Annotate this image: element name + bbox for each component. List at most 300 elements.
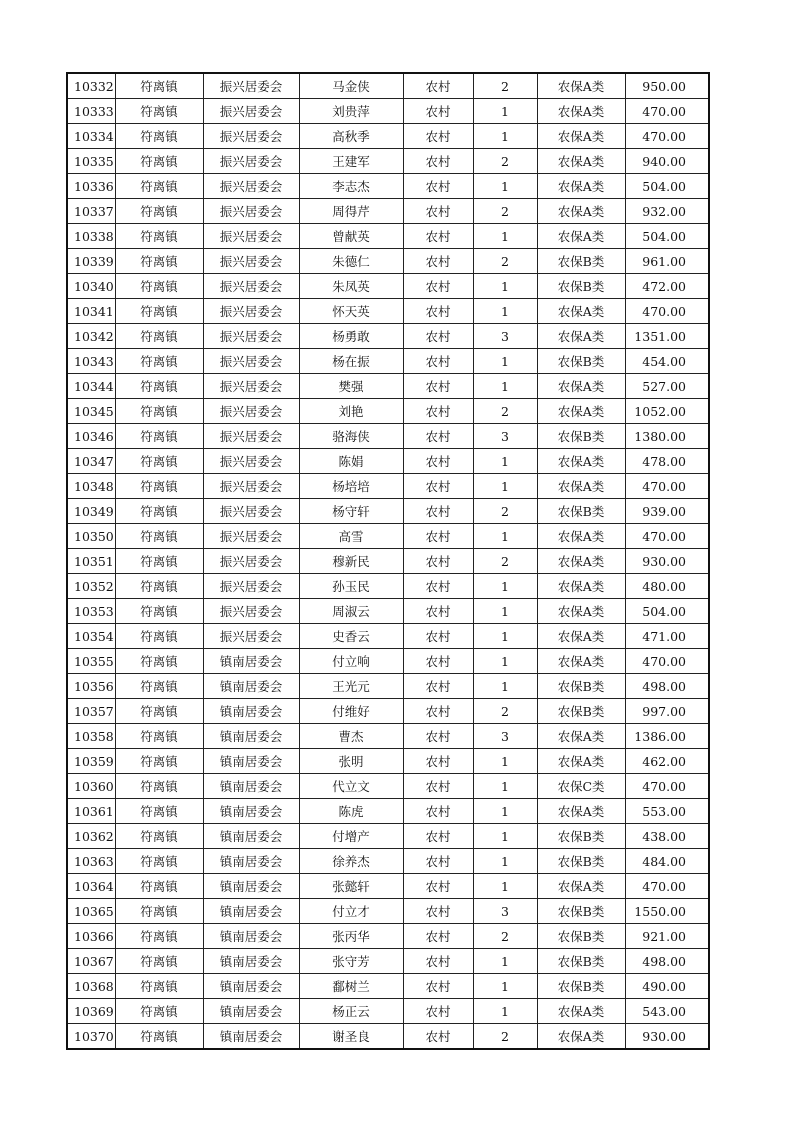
record-id-cell: 10367 <box>67 949 115 974</box>
area-type-cell: 农村 <box>403 174 473 199</box>
amount-cell: 939.00 <box>625 499 709 524</box>
amount-cell: 470.00 <box>625 524 709 549</box>
committee-cell: 镇南居委会 <box>203 749 299 774</box>
amount-cell: 1052.00 <box>625 399 709 424</box>
amount-cell: 504.00 <box>625 224 709 249</box>
committee-cell: 振兴居委会 <box>203 549 299 574</box>
record-id-cell: 10369 <box>67 999 115 1024</box>
area-type-cell: 农村 <box>403 674 473 699</box>
committee-cell: 镇南居委会 <box>203 874 299 899</box>
table-row <box>67 874 709 899</box>
family-size-cell: 2 <box>473 699 537 724</box>
family-size-cell: 1 <box>473 749 537 774</box>
family-size-cell: 3 <box>473 324 537 349</box>
amount-cell: 950.00 <box>625 73 709 99</box>
town-cell: 符离镇 <box>115 824 203 849</box>
committee-cell: 振兴居委会 <box>203 624 299 649</box>
town-cell: 符离镇 <box>115 474 203 499</box>
area-type-cell: 农村 <box>403 499 473 524</box>
area-type-cell: 农村 <box>403 149 473 174</box>
insurance-class-cell: 农保A类 <box>537 524 625 549</box>
name-cell: 朱凤英 <box>299 274 403 299</box>
record-id-cell: 10358 <box>67 724 115 749</box>
family-size-cell: 2 <box>473 149 537 174</box>
town-cell: 符离镇 <box>115 574 203 599</box>
town-cell: 符离镇 <box>115 949 203 974</box>
family-size-cell: 3 <box>473 899 537 924</box>
table-row <box>67 549 709 574</box>
name-cell: 穆新民 <box>299 549 403 574</box>
committee-cell: 振兴居委会 <box>203 299 299 324</box>
name-cell: 张懿轩 <box>299 874 403 899</box>
family-size-cell: 1 <box>473 274 537 299</box>
table-row <box>67 424 709 449</box>
table-row <box>67 274 709 299</box>
insurance-class-cell: 农保A类 <box>537 199 625 224</box>
name-cell: 高雪 <box>299 524 403 549</box>
amount-cell: 921.00 <box>625 924 709 949</box>
town-cell: 符离镇 <box>115 249 203 274</box>
town-cell: 符离镇 <box>115 974 203 999</box>
record-id-cell: 10356 <box>67 674 115 699</box>
town-cell: 符离镇 <box>115 199 203 224</box>
table-row <box>67 624 709 649</box>
insurance-class-cell: 农保A类 <box>537 599 625 624</box>
table-row <box>67 349 709 374</box>
family-size-cell: 1 <box>473 474 537 499</box>
town-cell: 符离镇 <box>115 174 203 199</box>
record-id-cell: 10366 <box>67 924 115 949</box>
area-type-cell: 农村 <box>403 449 473 474</box>
record-id-cell: 10359 <box>67 749 115 774</box>
name-cell: 王光元 <box>299 674 403 699</box>
table-row <box>67 899 709 924</box>
committee-cell: 振兴居委会 <box>203 574 299 599</box>
name-cell: 杨勇敢 <box>299 324 403 349</box>
record-id-cell: 10347 <box>67 449 115 474</box>
insurance-class-cell: 农保A类 <box>537 999 625 1024</box>
committee-cell: 镇南居委会 <box>203 774 299 799</box>
insurance-class-cell: 农保A类 <box>537 73 625 99</box>
table-row <box>67 774 709 799</box>
insurance-class-cell: 农保B类 <box>537 849 625 874</box>
town-cell: 符离镇 <box>115 624 203 649</box>
amount-cell: 470.00 <box>625 99 709 124</box>
family-size-cell: 2 <box>473 249 537 274</box>
family-size-cell: 2 <box>473 399 537 424</box>
insurance-class-cell: 农保A类 <box>537 649 625 674</box>
table-row <box>67 374 709 399</box>
family-size-cell: 1 <box>473 949 537 974</box>
town-cell: 符离镇 <box>115 449 203 474</box>
insurance-class-cell: 农保A类 <box>537 224 625 249</box>
insurance-class-cell: 农保B类 <box>537 824 625 849</box>
committee-cell: 振兴居委会 <box>203 249 299 274</box>
committee-cell: 振兴居委会 <box>203 374 299 399</box>
amount-cell: 1550.00 <box>625 899 709 924</box>
area-type-cell: 农村 <box>403 399 473 424</box>
record-id-cell: 10340 <box>67 274 115 299</box>
amount-cell: 1380.00 <box>625 424 709 449</box>
family-size-cell: 1 <box>473 224 537 249</box>
amount-cell: 438.00 <box>625 824 709 849</box>
area-type-cell: 农村 <box>403 649 473 674</box>
family-size-cell: 2 <box>473 499 537 524</box>
family-size-cell: 1 <box>473 999 537 1024</box>
area-type-cell: 农村 <box>403 124 473 149</box>
record-id-cell: 10370 <box>67 1024 115 1050</box>
amount-cell: 478.00 <box>625 449 709 474</box>
insurance-class-cell: 农保B类 <box>537 274 625 299</box>
table-row <box>67 73 709 99</box>
record-id-cell: 10361 <box>67 799 115 824</box>
table-row <box>67 224 709 249</box>
table-row <box>67 649 709 674</box>
table-row <box>67 599 709 624</box>
table-row <box>67 474 709 499</box>
area-type-cell: 农村 <box>403 874 473 899</box>
insurance-class-cell: 农保B类 <box>537 424 625 449</box>
family-size-cell: 1 <box>473 799 537 824</box>
area-type-cell: 农村 <box>403 299 473 324</box>
area-type-cell: 农村 <box>403 599 473 624</box>
insurance-class-cell: 农保A类 <box>537 399 625 424</box>
record-id-cell: 10354 <box>67 624 115 649</box>
family-size-cell: 1 <box>473 849 537 874</box>
committee-cell: 镇南居委会 <box>203 699 299 724</box>
area-type-cell: 农村 <box>403 199 473 224</box>
record-id-cell: 10343 <box>67 349 115 374</box>
record-id-cell: 10335 <box>67 149 115 174</box>
family-size-cell: 1 <box>473 774 537 799</box>
record-id-cell: 10349 <box>67 499 115 524</box>
family-size-cell: 1 <box>473 524 537 549</box>
table-row <box>67 674 709 699</box>
amount-cell: 471.00 <box>625 624 709 649</box>
committee-cell: 振兴居委会 <box>203 474 299 499</box>
amount-cell: 940.00 <box>625 149 709 174</box>
area-type-cell: 农村 <box>403 849 473 874</box>
name-cell: 马金侠 <box>299 73 403 99</box>
family-size-cell: 1 <box>473 349 537 374</box>
name-cell: 史香云 <box>299 624 403 649</box>
insurance-class-cell: 农保A类 <box>537 574 625 599</box>
name-cell: 代立文 <box>299 774 403 799</box>
amount-cell: 462.00 <box>625 749 709 774</box>
town-cell: 符离镇 <box>115 649 203 674</box>
amount-cell: 490.00 <box>625 974 709 999</box>
record-id-cell: 10336 <box>67 174 115 199</box>
family-size-cell: 1 <box>473 599 537 624</box>
area-type-cell: 农村 <box>403 424 473 449</box>
record-id-cell: 10350 <box>67 524 115 549</box>
area-type-cell: 农村 <box>403 799 473 824</box>
town-cell: 符离镇 <box>115 99 203 124</box>
area-type-cell: 农村 <box>403 724 473 749</box>
name-cell: 曾献英 <box>299 224 403 249</box>
committee-cell: 振兴居委会 <box>203 99 299 124</box>
area-type-cell: 农村 <box>403 774 473 799</box>
committee-cell: 镇南居委会 <box>203 674 299 699</box>
amount-cell: 498.00 <box>625 949 709 974</box>
record-id-cell: 10362 <box>67 824 115 849</box>
amount-cell: 470.00 <box>625 774 709 799</box>
family-size-cell: 1 <box>473 874 537 899</box>
committee-cell: 镇南居委会 <box>203 724 299 749</box>
table-row <box>67 449 709 474</box>
table-row <box>67 849 709 874</box>
amount-cell: 504.00 <box>625 599 709 624</box>
table-row <box>67 999 709 1024</box>
family-size-cell: 2 <box>473 199 537 224</box>
amount-cell: 930.00 <box>625 1024 709 1050</box>
family-size-cell: 2 <box>473 73 537 99</box>
insurance-class-cell: 农保B类 <box>537 924 625 949</box>
name-cell: 张明 <box>299 749 403 774</box>
committee-cell: 镇南居委会 <box>203 649 299 674</box>
family-size-cell: 1 <box>473 374 537 399</box>
insurance-class-cell: 农保A类 <box>537 624 625 649</box>
committee-cell: 镇南居委会 <box>203 1024 299 1050</box>
name-cell: 陈娟 <box>299 449 403 474</box>
record-id-cell: 10338 <box>67 224 115 249</box>
town-cell: 符离镇 <box>115 524 203 549</box>
town-cell: 符离镇 <box>115 299 203 324</box>
insurance-class-cell: 农保C类 <box>537 774 625 799</box>
town-cell: 符离镇 <box>115 849 203 874</box>
town-cell: 符离镇 <box>115 599 203 624</box>
insurance-class-cell: 农保B类 <box>537 349 625 374</box>
committee-cell: 镇南居委会 <box>203 949 299 974</box>
committee-cell: 振兴居委会 <box>203 349 299 374</box>
town-cell: 符离镇 <box>115 924 203 949</box>
family-size-cell: 1 <box>473 649 537 674</box>
town-cell: 符离镇 <box>115 149 203 174</box>
record-id-cell: 10348 <box>67 474 115 499</box>
town-cell: 符离镇 <box>115 324 203 349</box>
family-size-cell: 1 <box>473 299 537 324</box>
record-id-cell: 10363 <box>67 849 115 874</box>
area-type-cell: 农村 <box>403 974 473 999</box>
record-id-cell: 10368 <box>67 974 115 999</box>
insurance-class-cell: 农保A类 <box>537 324 625 349</box>
committee-cell: 镇南居委会 <box>203 974 299 999</box>
committee-cell: 振兴居委会 <box>203 499 299 524</box>
record-id-cell: 10339 <box>67 249 115 274</box>
table-row <box>67 399 709 424</box>
family-size-cell: 3 <box>473 424 537 449</box>
table-row <box>67 949 709 974</box>
name-cell: 樊强 <box>299 374 403 399</box>
town-cell: 符离镇 <box>115 399 203 424</box>
area-type-cell: 农村 <box>403 73 473 99</box>
town-cell: 符离镇 <box>115 774 203 799</box>
name-cell: 朱德仁 <box>299 249 403 274</box>
town-cell: 符离镇 <box>115 999 203 1024</box>
insurance-class-cell: 农保B类 <box>537 699 625 724</box>
area-type-cell: 农村 <box>403 249 473 274</box>
area-type-cell: 农村 <box>403 574 473 599</box>
record-id-cell: 10365 <box>67 899 115 924</box>
amount-cell: 470.00 <box>625 124 709 149</box>
town-cell: 符离镇 <box>115 899 203 924</box>
table-row <box>67 749 709 774</box>
name-cell: 王建军 <box>299 149 403 174</box>
committee-cell: 镇南居委会 <box>203 799 299 824</box>
name-cell: 刘艳 <box>299 399 403 424</box>
family-size-cell: 1 <box>473 449 537 474</box>
record-id-cell: 10333 <box>67 99 115 124</box>
insurance-class-cell: 农保B类 <box>537 949 625 974</box>
amount-cell: 470.00 <box>625 874 709 899</box>
record-id-cell: 10364 <box>67 874 115 899</box>
amount-cell: 470.00 <box>625 299 709 324</box>
amount-cell: 454.00 <box>625 349 709 374</box>
table-row <box>67 824 709 849</box>
town-cell: 符离镇 <box>115 799 203 824</box>
insurance-class-cell: 农保A类 <box>537 549 625 574</box>
family-size-cell: 1 <box>473 174 537 199</box>
name-cell: 张丙华 <box>299 924 403 949</box>
name-cell: 曹杰 <box>299 724 403 749</box>
amount-cell: 527.00 <box>625 374 709 399</box>
committee-cell: 振兴居委会 <box>203 524 299 549</box>
record-id-cell: 10360 <box>67 774 115 799</box>
insurance-class-cell: 农保A类 <box>537 799 625 824</box>
record-id-cell: 10341 <box>67 299 115 324</box>
insurance-class-cell: 农保B类 <box>537 674 625 699</box>
table-row <box>67 249 709 274</box>
name-cell: 李志杰 <box>299 174 403 199</box>
record-id-cell: 10355 <box>67 649 115 674</box>
family-size-cell: 1 <box>473 124 537 149</box>
town-cell: 符离镇 <box>115 424 203 449</box>
insurance-class-cell: 农保B类 <box>537 499 625 524</box>
amount-cell: 498.00 <box>625 674 709 699</box>
record-id-cell: 10353 <box>67 599 115 624</box>
family-size-cell: 2 <box>473 924 537 949</box>
area-type-cell: 农村 <box>403 749 473 774</box>
table-row <box>67 524 709 549</box>
area-type-cell: 农村 <box>403 274 473 299</box>
insurance-class-cell: 农保A类 <box>537 749 625 774</box>
table-row <box>67 124 709 149</box>
area-type-cell: 农村 <box>403 1024 473 1050</box>
insurance-class-cell: 农保A类 <box>537 374 625 399</box>
table-row <box>67 699 709 724</box>
family-size-cell: 1 <box>473 974 537 999</box>
name-cell: 杨在振 <box>299 349 403 374</box>
town-cell: 符离镇 <box>115 274 203 299</box>
record-id-cell: 10357 <box>67 699 115 724</box>
town-cell: 符离镇 <box>115 349 203 374</box>
insurance-class-cell: 农保A类 <box>537 474 625 499</box>
record-id-cell: 10351 <box>67 549 115 574</box>
town-cell: 符离镇 <box>115 549 203 574</box>
record-id-cell: 10345 <box>67 399 115 424</box>
record-id-cell: 10334 <box>67 124 115 149</box>
name-cell: 付增产 <box>299 824 403 849</box>
area-type-cell: 农村 <box>403 924 473 949</box>
table-row <box>67 799 709 824</box>
town-cell: 符离镇 <box>115 499 203 524</box>
family-size-cell: 1 <box>473 674 537 699</box>
insurance-class-cell: 农保B类 <box>537 899 625 924</box>
record-id-cell: 10352 <box>67 574 115 599</box>
table-body <box>67 73 709 1049</box>
area-type-cell: 农村 <box>403 349 473 374</box>
insurance-class-cell: 农保A类 <box>537 724 625 749</box>
name-cell: 付立才 <box>299 899 403 924</box>
amount-cell: 930.00 <box>625 549 709 574</box>
committee-cell: 镇南居委会 <box>203 899 299 924</box>
committee-cell: 振兴居委会 <box>203 324 299 349</box>
name-cell: 孙玉民 <box>299 574 403 599</box>
data-table <box>66 72 710 1050</box>
insurance-class-cell: 农保A类 <box>537 124 625 149</box>
family-size-cell: 2 <box>473 549 537 574</box>
committee-cell: 振兴居委会 <box>203 174 299 199</box>
insurance-class-cell: 农保A类 <box>537 299 625 324</box>
table-row <box>67 499 709 524</box>
insurance-class-cell: 农保A类 <box>537 149 625 174</box>
town-cell: 符离镇 <box>115 699 203 724</box>
name-cell: 张守芳 <box>299 949 403 974</box>
record-id-cell: 10346 <box>67 424 115 449</box>
name-cell: 高秋季 <box>299 124 403 149</box>
town-cell: 符离镇 <box>115 749 203 774</box>
name-cell: 付立响 <box>299 649 403 674</box>
area-type-cell: 农村 <box>403 374 473 399</box>
area-type-cell: 农村 <box>403 224 473 249</box>
amount-cell: 932.00 <box>625 199 709 224</box>
insurance-class-cell: 农保A类 <box>537 99 625 124</box>
amount-cell: 484.00 <box>625 849 709 874</box>
table-row <box>67 299 709 324</box>
amount-cell: 1386.00 <box>625 724 709 749</box>
amount-cell: 480.00 <box>625 574 709 599</box>
name-cell: 谢圣良 <box>299 1024 403 1050</box>
committee-cell: 振兴居委会 <box>203 449 299 474</box>
record-id-cell: 10332 <box>67 73 115 99</box>
area-type-cell: 农村 <box>403 324 473 349</box>
family-size-cell: 1 <box>473 824 537 849</box>
committee-cell: 振兴居委会 <box>203 73 299 99</box>
committee-cell: 振兴居委会 <box>203 424 299 449</box>
table-row <box>67 924 709 949</box>
table-row <box>67 1024 709 1050</box>
table-row <box>67 149 709 174</box>
record-id-cell: 10342 <box>67 324 115 349</box>
town-cell: 符离镇 <box>115 374 203 399</box>
name-cell: 陈虎 <box>299 799 403 824</box>
area-type-cell: 农村 <box>403 474 473 499</box>
town-cell: 符离镇 <box>115 724 203 749</box>
area-type-cell: 农村 <box>403 99 473 124</box>
record-id-cell: 10344 <box>67 374 115 399</box>
amount-cell: 997.00 <box>625 699 709 724</box>
family-size-cell: 2 <box>473 1024 537 1050</box>
committee-cell: 振兴居委会 <box>203 599 299 624</box>
committee-cell: 镇南居委会 <box>203 924 299 949</box>
committee-cell: 振兴居委会 <box>203 199 299 224</box>
table-row <box>67 974 709 999</box>
name-cell: 徐养杰 <box>299 849 403 874</box>
family-size-cell: 1 <box>473 574 537 599</box>
town-cell: 符离镇 <box>115 674 203 699</box>
area-type-cell: 农村 <box>403 549 473 574</box>
insurance-class-cell: 农保A类 <box>537 449 625 474</box>
